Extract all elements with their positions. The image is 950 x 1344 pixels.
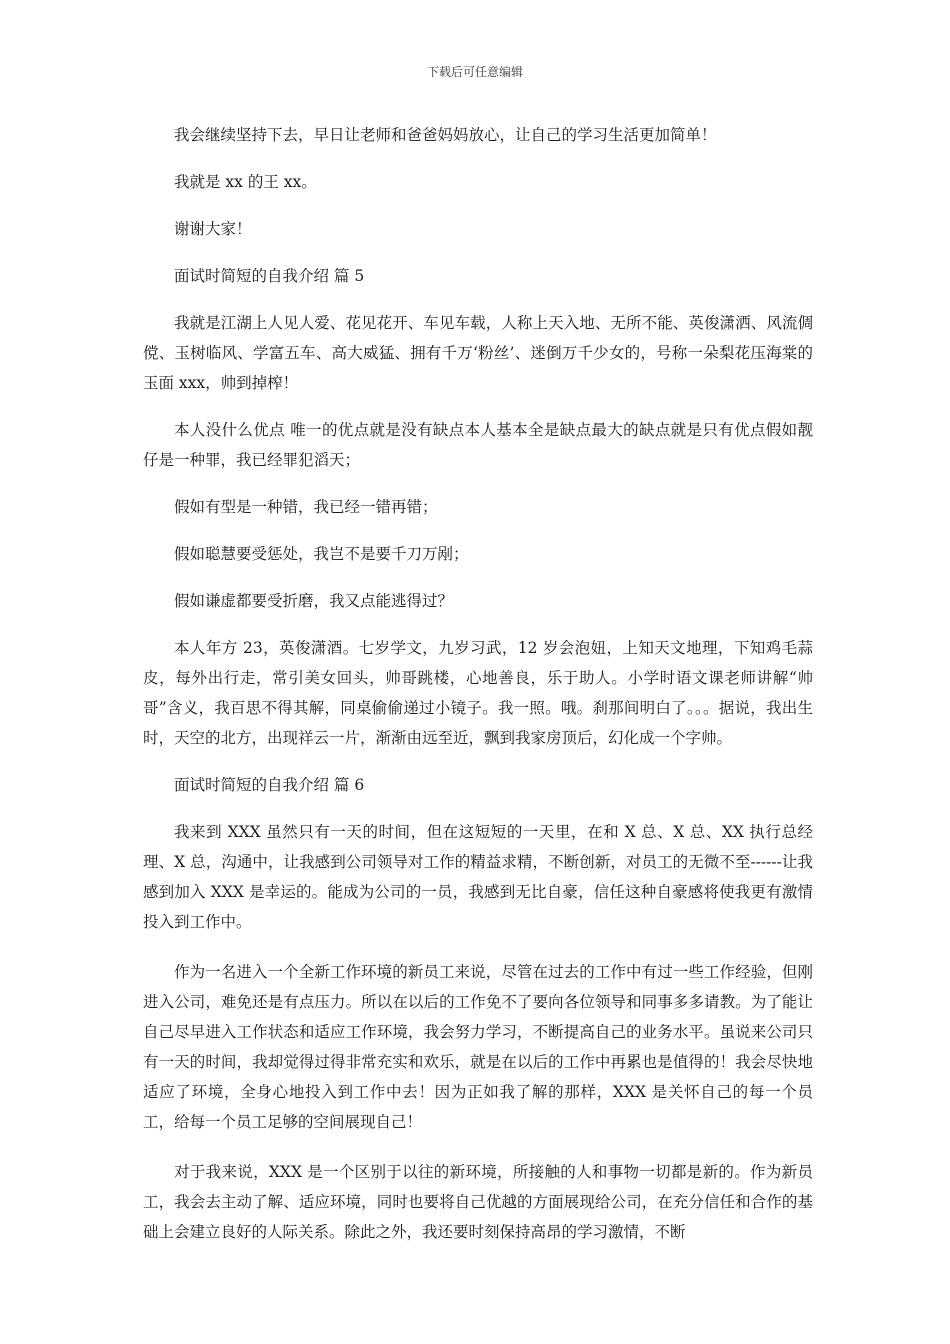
section-heading-5: 面试时简短的自我介绍 篇 5 [174,267,365,285]
paragraph-new-environment: 对于我来说，XXX 是一个区别于以往的新环境，所接触的人和事物一切都是新的。作为新员工，我会去主动了解、适应环境，同时也要将自己优越的方面展现给公司，在充分信任和合作的基础上会建立良好的人际关系。除此之外，我还要时刻保持高昂的学习激情，不断 [143,1163,813,1241]
paragraph-new-employee: 作为一名进入一个全新工作环境的新员工来说，尽管在过去的工作中有过一些工作经验，但刚进入公司，难免还是有点压力。所以在以后的工作免不了要向各位领导和同事多多请教。为了能让自己尽早进入工作状态和适应工作环境，我会努力学习，不断提高自己的业务水平。虽说来公司只有一天的时间，我却觉得过得非常充实和欢乐，就是在以后的工作中再累也是值得的！我会尽快地适应了环境，全身心地投入到工作中去！因为正如我了解的那样，XXX 是关怀自己的每一个员工，给每一个员工足够的空间展现自己！ [143,963,813,1131]
paragraph-biography: 本人年方 23，英俊潇酒。七岁学文，九岁习武，12 岁会泡妞，上知天文地理，下知鸡毛蒜皮，每外出行走，常引美女回头，帅哥跳楼，心地善良，乐于助人。小学时语文课老师讲解“帅哥”含义，我百思不得其解，同桌偷偷递过小镜子。我一照。哦。刹那间明白了。。。据说，我出生时，天空的北方，出现祥云一片，渐渐由远至近，飘到我家房顶后，幻化成一个字帅。 [143,639,813,747]
document-body [143,120,813,1247]
paragraph-intro-boast: 我就是江湖上人见人爱、花见花开、车见车载，人称上天入地、无所不能、英俊潇洒、风流倜傥、玉树临风、学富五车、高大威猛、拥有千万‘粉丝’、迷倒万千少女的，号称一朵梨花压海棠的玉面 xxx，帅到掉榨！ [143,314,813,392]
paragraph-closing-promise: 我会继续坚持下去，早日让老师和爸爸妈妈放心，让自己的学习生活更加简单！ [174,126,717,144]
paragraph-thanks: 谢谢大家！ [174,220,252,238]
paragraph-self-name: 我就是 xx 的王 xx。 [174,173,317,191]
section-heading-6: 面试时简短的自我介绍 篇 6 [174,776,365,794]
paragraph-joining-company: 我来到 XXX 虽然只有一天的时间，但在这短短的一天里，在和 X 总、X 总、XX 执行总经理、X 总，沟通中，让我感到公司领导对工作的精益求精，不断创新，对员工的无微不至------让我感到加入 XXX 是幸运的。能成为公司的一员，我感到无比自豪，信任这种自豪感将使我更有激情投入到工作中。 [143,823,813,931]
paragraph-style: 假如有型是一种错，我已经一错再错； [174,498,438,516]
paragraph-modesty: 假如谦虚都要受折磨，我又点能逃得过？ [174,592,454,610]
page-header-note: 下载后可任意编辑 [426,65,523,79]
paragraph-wisdom: 假如聪慧要受惩处，我岂不是要千刀万剐； [174,545,469,563]
paragraph-advantages: 本人没什么优点 唯一的优点就是没有缺点本人基本全是缺点最大的缺点就是只有优点假如靓仔是一种罪，我已经罪犯滔天； [143,421,813,469]
